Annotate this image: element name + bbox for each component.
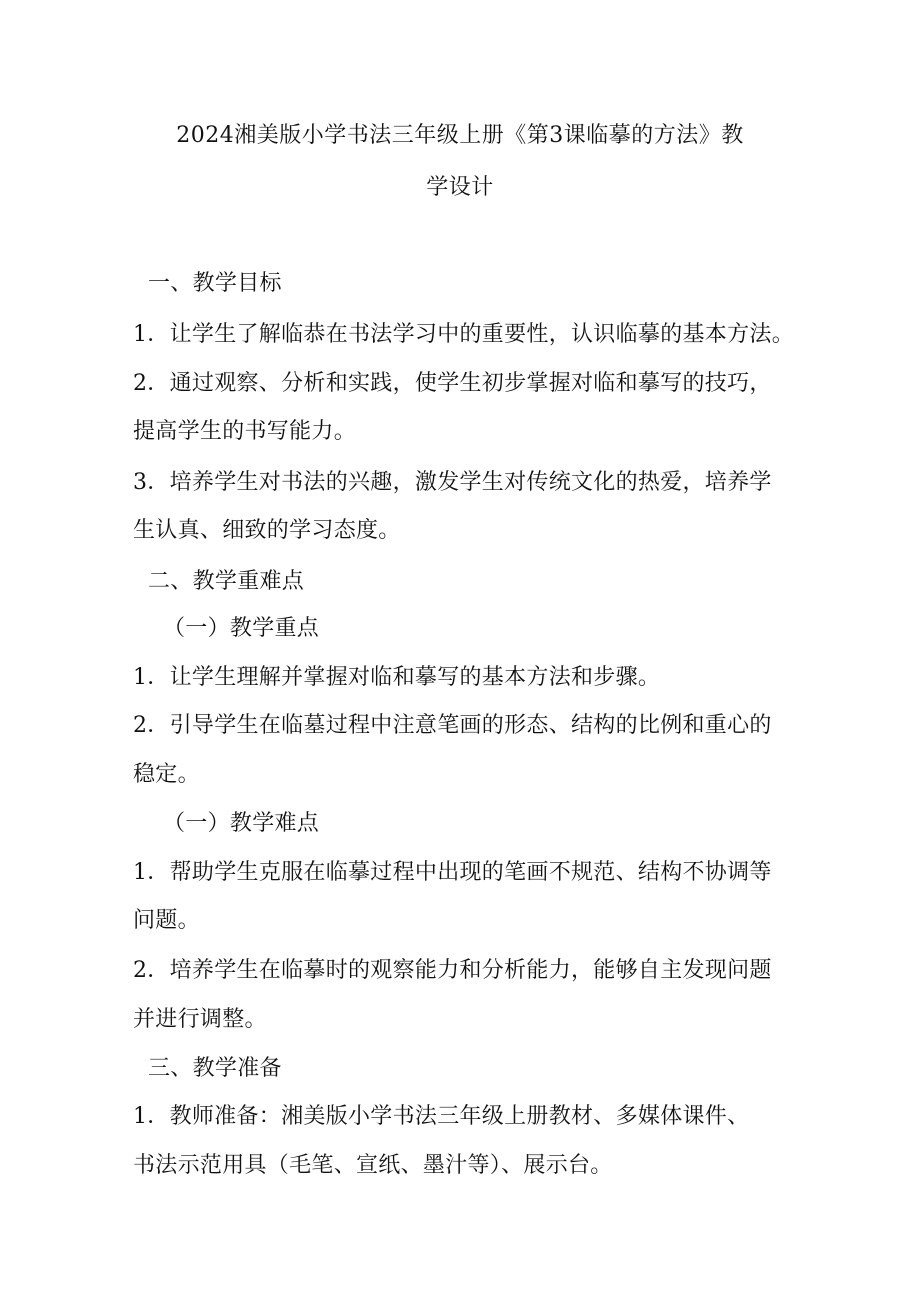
prep-1-line-1: 1．教师准备：湘美版小学书法三年级上册教材、多媒体课件、 bbox=[133, 1104, 750, 1129]
objective-1: 1．让学生了解临恭在书法学习中的重要性，认识临摹的基本方法。 bbox=[133, 322, 794, 347]
key-point-1: 1．让学生理解并掌握对临和摹写的基本方法和步骤。 bbox=[133, 665, 661, 690]
key-point-2-line-2: 稳定。 bbox=[133, 762, 200, 787]
document-title-line-2: 学设计 bbox=[426, 175, 494, 200]
key-sub-heading: （一）教学重点 bbox=[163, 616, 320, 641]
objectives-heading: 一、教学目标 bbox=[148, 271, 282, 296]
difficult-point-2-line-2: 并进行调整。 bbox=[133, 1007, 267, 1032]
prep-1-line-2: 书法示范用具（毛笔、宣纸、墨汁等）、展示台。 bbox=[133, 1153, 613, 1178]
key-point-2-line-1: 2．引导学生在临墓过程中注意笔画的形态、结构的比例和重心的 bbox=[133, 713, 772, 738]
difficult-point-2-line-1: 2．培养学生在临摹时的观察能力和分析能力，能够自主发现问题 bbox=[133, 958, 772, 983]
objective-3-line-2: 生认真、细致的学习态度。 bbox=[133, 518, 401, 543]
difficult-point-1-line-2: 问题。 bbox=[133, 908, 200, 933]
difficult-point-1-line-1: 1．帮助学生克服在临摹过程中出现的笔画不规范、结构不协调等 bbox=[133, 860, 772, 885]
objective-3-line-1: 3．培养学生对书法的兴趣，激发学生对传统文化的热爱，培养学 bbox=[133, 470, 772, 495]
objective-2-line-2: 提高学生的书写能力。 bbox=[133, 419, 357, 444]
objective-2-line-1: 2．通过观察、分析和实践，使学生初步掌握对临和摹写的技巧， bbox=[133, 371, 772, 396]
prep-heading: 三、教学准备 bbox=[148, 1056, 282, 1081]
document-title-line-1: 2024湘美版小学书法三年级上册《第3课临摹的方法》教 bbox=[176, 123, 744, 148]
keypoints-heading: 二、教学重难点 bbox=[148, 569, 305, 594]
difficult-sub-heading: （一）教学难点 bbox=[163, 811, 320, 836]
